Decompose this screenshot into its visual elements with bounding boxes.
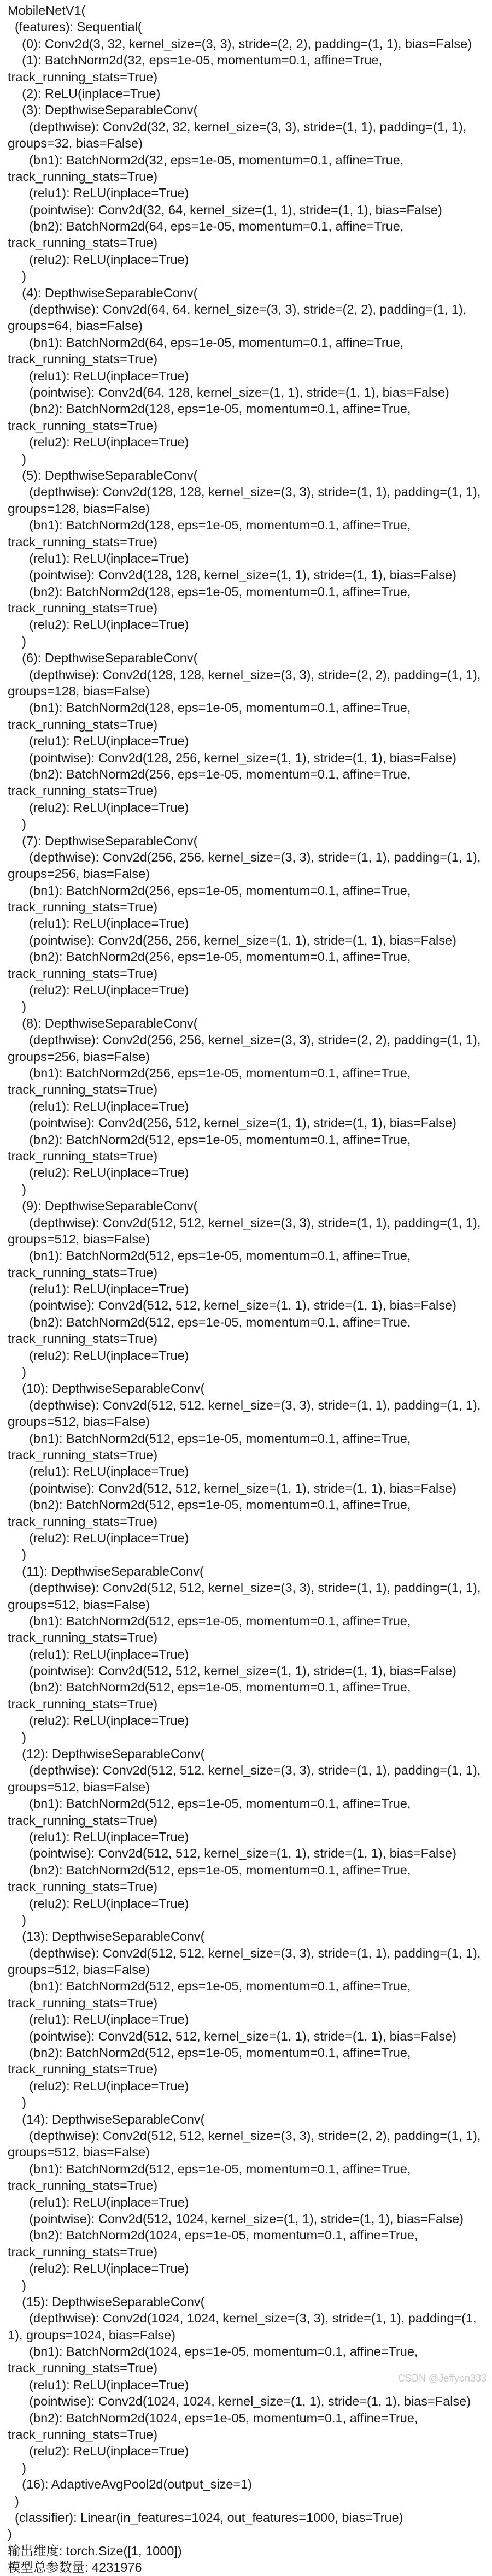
output-line: 模型总参数量: 4231976: [8, 2560, 142, 2575]
output-line: (13): DepthwiseSeparableConv(: [8, 1929, 205, 1944]
output-line: ): [8, 2095, 26, 2110]
output-line: (relu1): ReLU(inplace=True): [8, 368, 189, 383]
output-line: (10): DepthwiseSeparableConv(: [8, 1381, 205, 1396]
output-line: (relu1): ReLU(inplace=True): [8, 734, 189, 748]
output-line: 输出维度: torch.Size([1, 1000]): [8, 2543, 182, 2558]
output-line: track_running_stats=True): [8, 1331, 158, 1346]
output-line: groups=512, bias=False): [8, 2145, 150, 2160]
output-line: (14): DepthwiseSeparableConv(: [8, 2112, 205, 2126]
output-line: ): [8, 1912, 26, 1927]
output-line: track_running_stats=True): [8, 169, 158, 184]
output-line: (relu2): ReLU(inplace=True): [8, 983, 189, 998]
output-line: (bn2): BatchNorm2d(128, eps=1e-05, momentum=0.1, affine=True,: [8, 402, 411, 416]
output-line: (bn2): BatchNorm2d(512, eps=1e-05, momentum=0.1, affine=True,: [8, 1680, 411, 1695]
output-line: track_running_stats=True): [8, 2244, 158, 2259]
output-line: (0): Conv2d(3, 32, kernel_size=(3, 3), stride=(2, 2), padding=(1, 1), bias=False): [8, 36, 472, 51]
output-line: (pointwise): Conv2d(512, 1024, kernel_size=(1, 1), stride=(1, 1), bias=False): [8, 2211, 464, 2226]
output-line: 1), groups=1024, bias=False): [8, 2327, 175, 2342]
output-line: track_running_stats=True): [8, 418, 158, 433]
output-line: (bn1): BatchNorm2d(512, eps=1e-05, momentum=0.1, affine=True,: [8, 1796, 411, 1811]
output-line: ): [8, 2494, 19, 2508]
output-line: (pointwise): Conv2d(512, 512, kernel_size=(1, 1), stride=(1, 1), bias=False): [8, 1481, 456, 1495]
output-line: (pointwise): Conv2d(512, 512, kernel_size=(1, 1), stride=(1, 1), bias=False): [8, 1664, 456, 1678]
output-line: track_running_stats=True): [8, 1879, 158, 1894]
output-line: (8): DepthwiseSeparableConv(: [8, 1016, 198, 1030]
output-line: (relu1): ReLU(inplace=True): [8, 551, 189, 565]
output-line: track_running_stats=True): [8, 1514, 158, 1529]
output-line: track_running_stats=True): [8, 69, 158, 84]
output-line: track_running_stats=True): [8, 1148, 158, 1163]
output-line: (relu2): ReLU(inplace=True): [8, 435, 189, 450]
output-line: (bn1): BatchNorm2d(512, eps=1e-05, momentum=0.1, affine=True,: [8, 1613, 411, 1628]
output-line: ): [8, 1182, 26, 1196]
output-line: (depthwise): Conv2d(512, 512, kernel_size=(3, 3), stride=(1, 1), padding=(1, 1),: [8, 1398, 481, 1412]
output-line: (relu2): ReLU(inplace=True): [8, 800, 189, 815]
output-line: (relu1): ReLU(inplace=True): [8, 1099, 189, 1113]
output-line: (relu1): ReLU(inplace=True): [8, 1647, 189, 1661]
output-line: (bn2): BatchNorm2d(512, eps=1e-05, momentum=0.1, affine=True,: [8, 1132, 411, 1147]
output-line: (bn2): BatchNorm2d(512, eps=1e-05, momentum=0.1, affine=True,: [8, 1862, 411, 1877]
output-line: ): [8, 2460, 26, 2475]
output-line: (1): BatchNorm2d(32, eps=1e-05, momentum=0.1, affine=True,: [8, 53, 383, 68]
output-line: ): [8, 1365, 26, 1380]
output-line: (depthwise): Conv2d(1024, 1024, kernel_size=(3, 3), stride=(1, 1), padding=(1,: [8, 2311, 477, 2326]
output-line: track_running_stats=True): [8, 717, 158, 732]
output-line: (relu1): ReLU(inplace=True): [8, 1829, 189, 1844]
output-line: ): [8, 999, 26, 1014]
output-line: (bn1): BatchNorm2d(256, eps=1e-05, momentum=0.1, affine=True,: [8, 1066, 411, 1080]
output-line: (depthwise): Conv2d(512, 512, kernel_size=(3, 3), stride=(2, 2), padding=(1, 1),: [8, 2129, 481, 2143]
output-line: (depthwise): Conv2d(512, 512, kernel_size=(3, 3), stride=(1, 1), padding=(1, 1),: [8, 1215, 481, 1230]
output-line: (2): ReLU(inplace=True): [8, 86, 161, 101]
output-line: (4): DepthwiseSeparableConv(: [8, 285, 198, 300]
output-line: (pointwise): Conv2d(32, 64, kernel_size=(1, 1), stride=(1, 1), bias=False): [8, 202, 442, 217]
output-line: (11): DepthwiseSeparableConv(: [8, 1564, 204, 1578]
output-line: ): [8, 817, 26, 832]
output-line: (relu1): ReLU(inplace=True): [8, 186, 189, 201]
output-line: (depthwise): Conv2d(32, 32, kernel_size=(3, 3), stride=(1, 1), padding=(1, 1),: [8, 119, 467, 134]
output-line: (bn2): BatchNorm2d(1024, eps=1e-05, momentum=0.1, affine=True,: [8, 2410, 418, 2425]
output-line: MobileNetV1(: [8, 3, 86, 17]
console-output: [8, 2, 484, 2576]
output-line: (relu1): ReLU(inplace=True): [8, 1282, 189, 1296]
output-line: (depthwise): Conv2d(64, 64, kernel_size=(3, 3), stride=(2, 2), padding=(1, 1),: [8, 302, 467, 317]
output-line: (12): DepthwiseSeparableConv(: [8, 1747, 205, 1761]
output-line: track_running_stats=True): [8, 1265, 158, 1280]
output-line: (3): DepthwiseSeparableConv(: [8, 103, 198, 117]
output-line: (bn1): BatchNorm2d(256, eps=1e-05, momentum=0.1, affine=True,: [8, 883, 411, 898]
output-line: (relu2): ReLU(inplace=True): [8, 2444, 189, 2459]
output-line: (relu2): ReLU(inplace=True): [8, 1713, 189, 1728]
output-line: (bn1): BatchNorm2d(128, eps=1e-05, momentum=0.1, affine=True,: [8, 700, 411, 715]
output-line: (depthwise): Conv2d(256, 256, kernel_size=(3, 3), stride=(2, 2), padding=(1, 1),: [8, 1033, 481, 1047]
output-line: track_running_stats=True): [8, 2361, 158, 2375]
output-line: track_running_stats=True): [8, 235, 158, 250]
output-line: (bn1): BatchNorm2d(512, eps=1e-05, momentum=0.1, affine=True,: [8, 2161, 411, 2176]
output-line: groups=512, bias=False): [8, 1597, 150, 1612]
output-line: (6): DepthwiseSeparableConv(: [8, 651, 198, 665]
output-line: (relu2): ReLU(inplace=True): [8, 252, 189, 267]
output-line: (bn2): BatchNorm2d(512, eps=1e-05, momentum=0.1, affine=True,: [8, 1314, 411, 1329]
output-line: (depthwise): Conv2d(128, 128, kernel_size=(3, 3), stride=(1, 1), padding=(1, 1),: [8, 485, 481, 499]
output-line: (bn1): BatchNorm2d(32, eps=1e-05, momentum=0.1, affine=True,: [8, 152, 404, 167]
output-line: track_running_stats=True): [8, 601, 158, 616]
output-line: groups=256, bias=False): [8, 1049, 150, 1064]
output-line: groups=64, bias=False): [8, 319, 143, 333]
output-line: (depthwise): Conv2d(512, 512, kernel_size=(3, 3), stride=(1, 1), padding=(1, 1),: [8, 1763, 481, 1778]
output-line: groups=512, bias=False): [8, 1414, 150, 1429]
output-line: ): [8, 1547, 26, 1562]
output-line: (pointwise): Conv2d(128, 256, kernel_size=(1, 1), stride=(1, 1), bias=False): [8, 750, 456, 765]
output-line: (relu1): ReLU(inplace=True): [8, 916, 189, 931]
output-line: ): [8, 634, 26, 649]
output-line: track_running_stats=True): [8, 966, 158, 981]
output-line: track_running_stats=True): [8, 1630, 158, 1645]
output-line: track_running_stats=True): [8, 783, 158, 798]
output-line: groups=128, bias=False): [8, 501, 150, 516]
output-line: (7): DepthwiseSeparableConv(: [8, 833, 198, 848]
output-line: (bn2): BatchNorm2d(1024, eps=1e-05, momentum=0.1, affine=True,: [8, 2228, 418, 2243]
output-line: (pointwise): Conv2d(1024, 1024, kernel_size=(1, 1), stride=(1, 1), bias=False): [8, 2394, 471, 2409]
output-line: (bn2): BatchNorm2d(512, eps=1e-05, momentum=0.1, affine=True,: [8, 1498, 411, 1512]
output-line: groups=32, bias=False): [8, 136, 143, 151]
output-line: (relu2): ReLU(inplace=True): [8, 2261, 189, 2276]
csdn-watermark: CSDN @Jeffyon333: [397, 2373, 487, 2384]
output-line: (5): DepthwiseSeparableConv(: [8, 468, 198, 482]
output-line: (bn1): BatchNorm2d(1024, eps=1e-05, momentum=0.1, affine=True,: [8, 2344, 418, 2359]
output-line: (pointwise): Conv2d(64, 128, kernel_size=(1, 1), stride=(1, 1), bias=False): [8, 385, 449, 399]
output-line: track_running_stats=True): [8, 534, 158, 549]
output-line: groups=512, bias=False): [8, 1779, 150, 1794]
output-line: track_running_stats=True): [8, 352, 158, 367]
output-line: track_running_stats=True): [8, 2427, 158, 2442]
output-line: (relu1): ReLU(inplace=True): [8, 1464, 189, 1479]
output-line: track_running_stats=True): [8, 900, 158, 915]
output-line: (pointwise): Conv2d(512, 512, kernel_size=(1, 1), stride=(1, 1), bias=False): [8, 1298, 456, 1313]
output-line: groups=512, bias=False): [8, 1962, 150, 1977]
output-line: ): [8, 2527, 12, 2542]
output-line: (bn1): BatchNorm2d(512, eps=1e-05, momentum=0.1, affine=True,: [8, 1979, 411, 1994]
output-line: (pointwise): Conv2d(256, 256, kernel_size=(1, 1), stride=(1, 1), bias=False): [8, 933, 456, 947]
output-line: (features): Sequential(: [8, 20, 142, 34]
output-line: (relu1): ReLU(inplace=True): [8, 2195, 189, 2209]
output-line: (bn1): BatchNorm2d(512, eps=1e-05, momentum=0.1, affine=True,: [8, 1431, 411, 1446]
output-line: (bn2): BatchNorm2d(256, eps=1e-05, momentum=0.1, affine=True,: [8, 950, 411, 964]
output-line: (classifier): Linear(in_features=1024, out_features=1000, bias=True): [8, 2510, 403, 2525]
output-line: (bn2): BatchNorm2d(512, eps=1e-05, momentum=0.1, affine=True,: [8, 2046, 411, 2060]
output-line: (bn2): BatchNorm2d(128, eps=1e-05, momentum=0.1, affine=True,: [8, 584, 411, 599]
output-line: (bn2): BatchNorm2d(256, eps=1e-05, momentum=0.1, affine=True,: [8, 767, 411, 781]
output-line: (relu2): ReLU(inplace=True): [8, 1348, 189, 1363]
output-line: (depthwise): Conv2d(128, 128, kernel_size=(3, 3), stride=(2, 2), padding=(1, 1),: [8, 667, 481, 682]
output-line: (bn2): BatchNorm2d(64, eps=1e-05, momentum=0.1, affine=True,: [8, 219, 404, 234]
output-line: (relu1): ReLU(inplace=True): [8, 2012, 189, 2027]
output-line: (depthwise): Conv2d(512, 512, kernel_size=(3, 3), stride=(1, 1), padding=(1, 1),: [8, 1946, 481, 1960]
output-line: track_running_stats=True): [8, 2178, 158, 2193]
output-line: groups=512, bias=False): [8, 1231, 150, 1246]
output-line: (pointwise): Conv2d(128, 128, kernel_size=(1, 1), stride=(1, 1), bias=False): [8, 568, 456, 582]
output-line: (relu2): ReLU(inplace=True): [8, 2078, 189, 2093]
output-line: ): [8, 269, 26, 284]
output-line: track_running_stats=True): [8, 1082, 158, 1097]
output-line: (relu1): ReLU(inplace=True): [8, 2377, 189, 2392]
output-line: (pointwise): Conv2d(512, 512, kernel_size=(1, 1), stride=(1, 1), bias=False): [8, 1846, 456, 1861]
output-line: track_running_stats=True): [8, 2062, 158, 2077]
output-line: (bn1): BatchNorm2d(64, eps=1e-05, momentum=0.1, affine=True,: [8, 335, 404, 350]
output-line: (depthwise): Conv2d(512, 512, kernel_size=(3, 3), stride=(1, 1), padding=(1, 1),: [8, 1581, 481, 1595]
output-line: ): [8, 1730, 26, 1744]
output-line: (relu2): ReLU(inplace=True): [8, 1165, 189, 1180]
output-line: track_running_stats=True): [8, 1696, 158, 1711]
output-line: (15): DepthwiseSeparableConv(: [8, 2294, 205, 2309]
output-line: track_running_stats=True): [8, 1813, 158, 1828]
output-line: (relu2): ReLU(inplace=True): [8, 617, 189, 632]
output-line: (bn1): BatchNorm2d(512, eps=1e-05, momentum=0.1, affine=True,: [8, 1248, 411, 1263]
output-line: (relu2): ReLU(inplace=True): [8, 1530, 189, 1545]
output-line: (pointwise): Conv2d(512, 512, kernel_size=(1, 1), stride=(1, 1), bias=False): [8, 2029, 456, 2043]
output-line: (depthwise): Conv2d(256, 256, kernel_size=(3, 3), stride=(1, 1), padding=(1, 1),: [8, 850, 481, 864]
output-line: track_running_stats=True): [8, 1995, 158, 2010]
output-line: (9): DepthwiseSeparableConv(: [8, 1199, 198, 1213]
output-line: groups=256, bias=False): [8, 866, 150, 881]
output-line: (pointwise): Conv2d(256, 512, kernel_size=(1, 1), stride=(1, 1), bias=False): [8, 1116, 456, 1130]
output-line: (16): AdaptiveAvgPool2d(output_size=1): [8, 2477, 253, 2492]
output-line: ): [8, 451, 26, 466]
output-line: groups=128, bias=False): [8, 684, 150, 699]
output-line: ): [8, 2278, 26, 2292]
output-line: (bn1): BatchNorm2d(128, eps=1e-05, momentum=0.1, affine=True,: [8, 518, 411, 533]
output-line: (relu2): ReLU(inplace=True): [8, 1896, 189, 1911]
output-line: track_running_stats=True): [8, 1447, 158, 1462]
